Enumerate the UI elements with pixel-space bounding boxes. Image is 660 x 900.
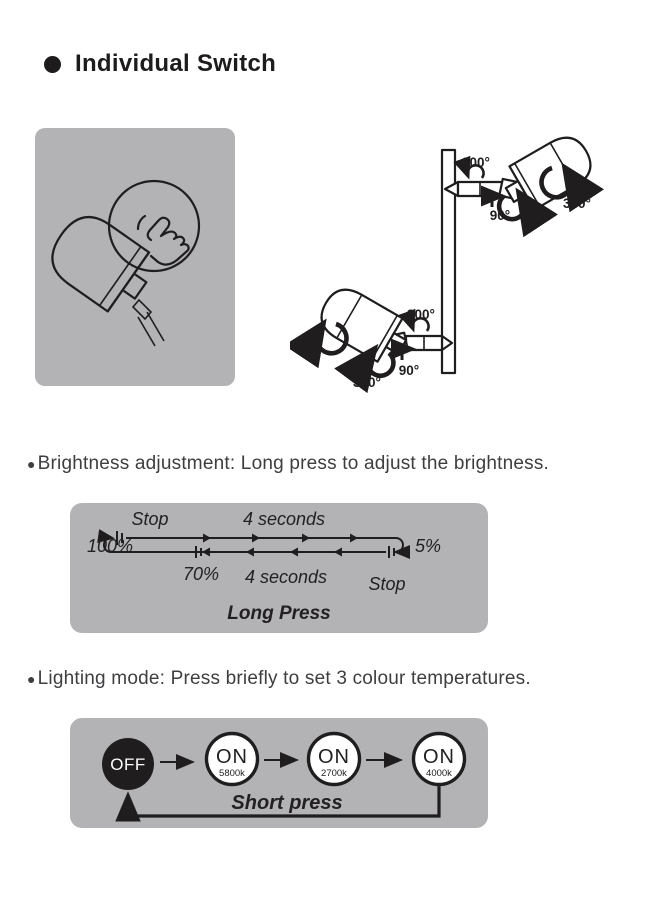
lower-head-angle-label: 360° <box>353 375 381 390</box>
lighting-mode-panel <box>70 718 488 828</box>
title-bullet-icon <box>44 56 61 73</box>
touch-lamp-illustration <box>35 128 235 386</box>
duration-bottom-label: 4 seconds <box>244 567 328 587</box>
on-state-5800k <box>207 734 258 785</box>
right-uturn-arrow-icon <box>396 538 403 552</box>
on-label: ON <box>318 746 350 768</box>
touch-illustration-panel <box>35 128 235 386</box>
on-state-2700k <box>309 734 360 785</box>
lamp-head-drawing <box>41 205 162 320</box>
lower-arm-angle-label: 300° <box>407 307 435 322</box>
duration-top-label: 4 seconds <box>242 509 326 529</box>
temp-label: 5800k <box>219 768 245 779</box>
min-brightness-label: 5% <box>414 536 442 556</box>
on-label: ON <box>423 746 455 768</box>
off-state-button <box>102 738 154 790</box>
max-brightness-label: 100% <box>86 536 134 556</box>
on-state-4000k <box>414 734 465 785</box>
lighting-mode-diagram <box>70 718 488 828</box>
lamp-stem-drawing <box>133 300 164 346</box>
lighting-instruction-text: Lighting mode: Press briefly to set 3 colour temperatures. <box>37 668 531 689</box>
temp-label: 2700k <box>321 768 347 779</box>
brightness-instruction-text: Brightness adjustment: Long press to adjust the brightness. <box>37 453 550 474</box>
upper-swivel-angle-label: 90° <box>489 208 511 223</box>
lighting-instruction <box>27 668 647 690</box>
rotation-diagram <box>290 130 640 420</box>
upper-arm-angle-label: 300° <box>462 155 490 170</box>
lower-swivel-angle-label: 90° <box>398 363 420 378</box>
brightness-diagram-panel <box>70 503 488 633</box>
lower-lamp-head-drawing <box>313 281 414 368</box>
stop-bottom-label: Stop <box>368 574 406 594</box>
long-press-caption: Long Press <box>227 603 331 624</box>
upper-head-angle-label: 360° <box>563 196 591 211</box>
list-bullet-icon: ● <box>27 671 36 687</box>
stop-top-label: Stop <box>131 509 169 529</box>
pause-ticks-bottom-right-icon <box>389 546 394 558</box>
page-title <box>44 50 276 78</box>
off-label: OFF <box>110 755 146 774</box>
mid-brightness-label: 70% <box>182 564 220 584</box>
temp-label: 4000k <box>426 768 452 779</box>
list-bullet-icon: ● <box>27 456 36 472</box>
brightness-instruction <box>27 453 647 475</box>
direction-arrowheads-icon <box>202 534 358 557</box>
brightness-cycle-diagram <box>70 503 488 633</box>
page-title-text: Individual Switch <box>75 50 277 77</box>
on-label: ON <box>216 746 248 768</box>
short-press-caption: Short press <box>231 792 343 814</box>
